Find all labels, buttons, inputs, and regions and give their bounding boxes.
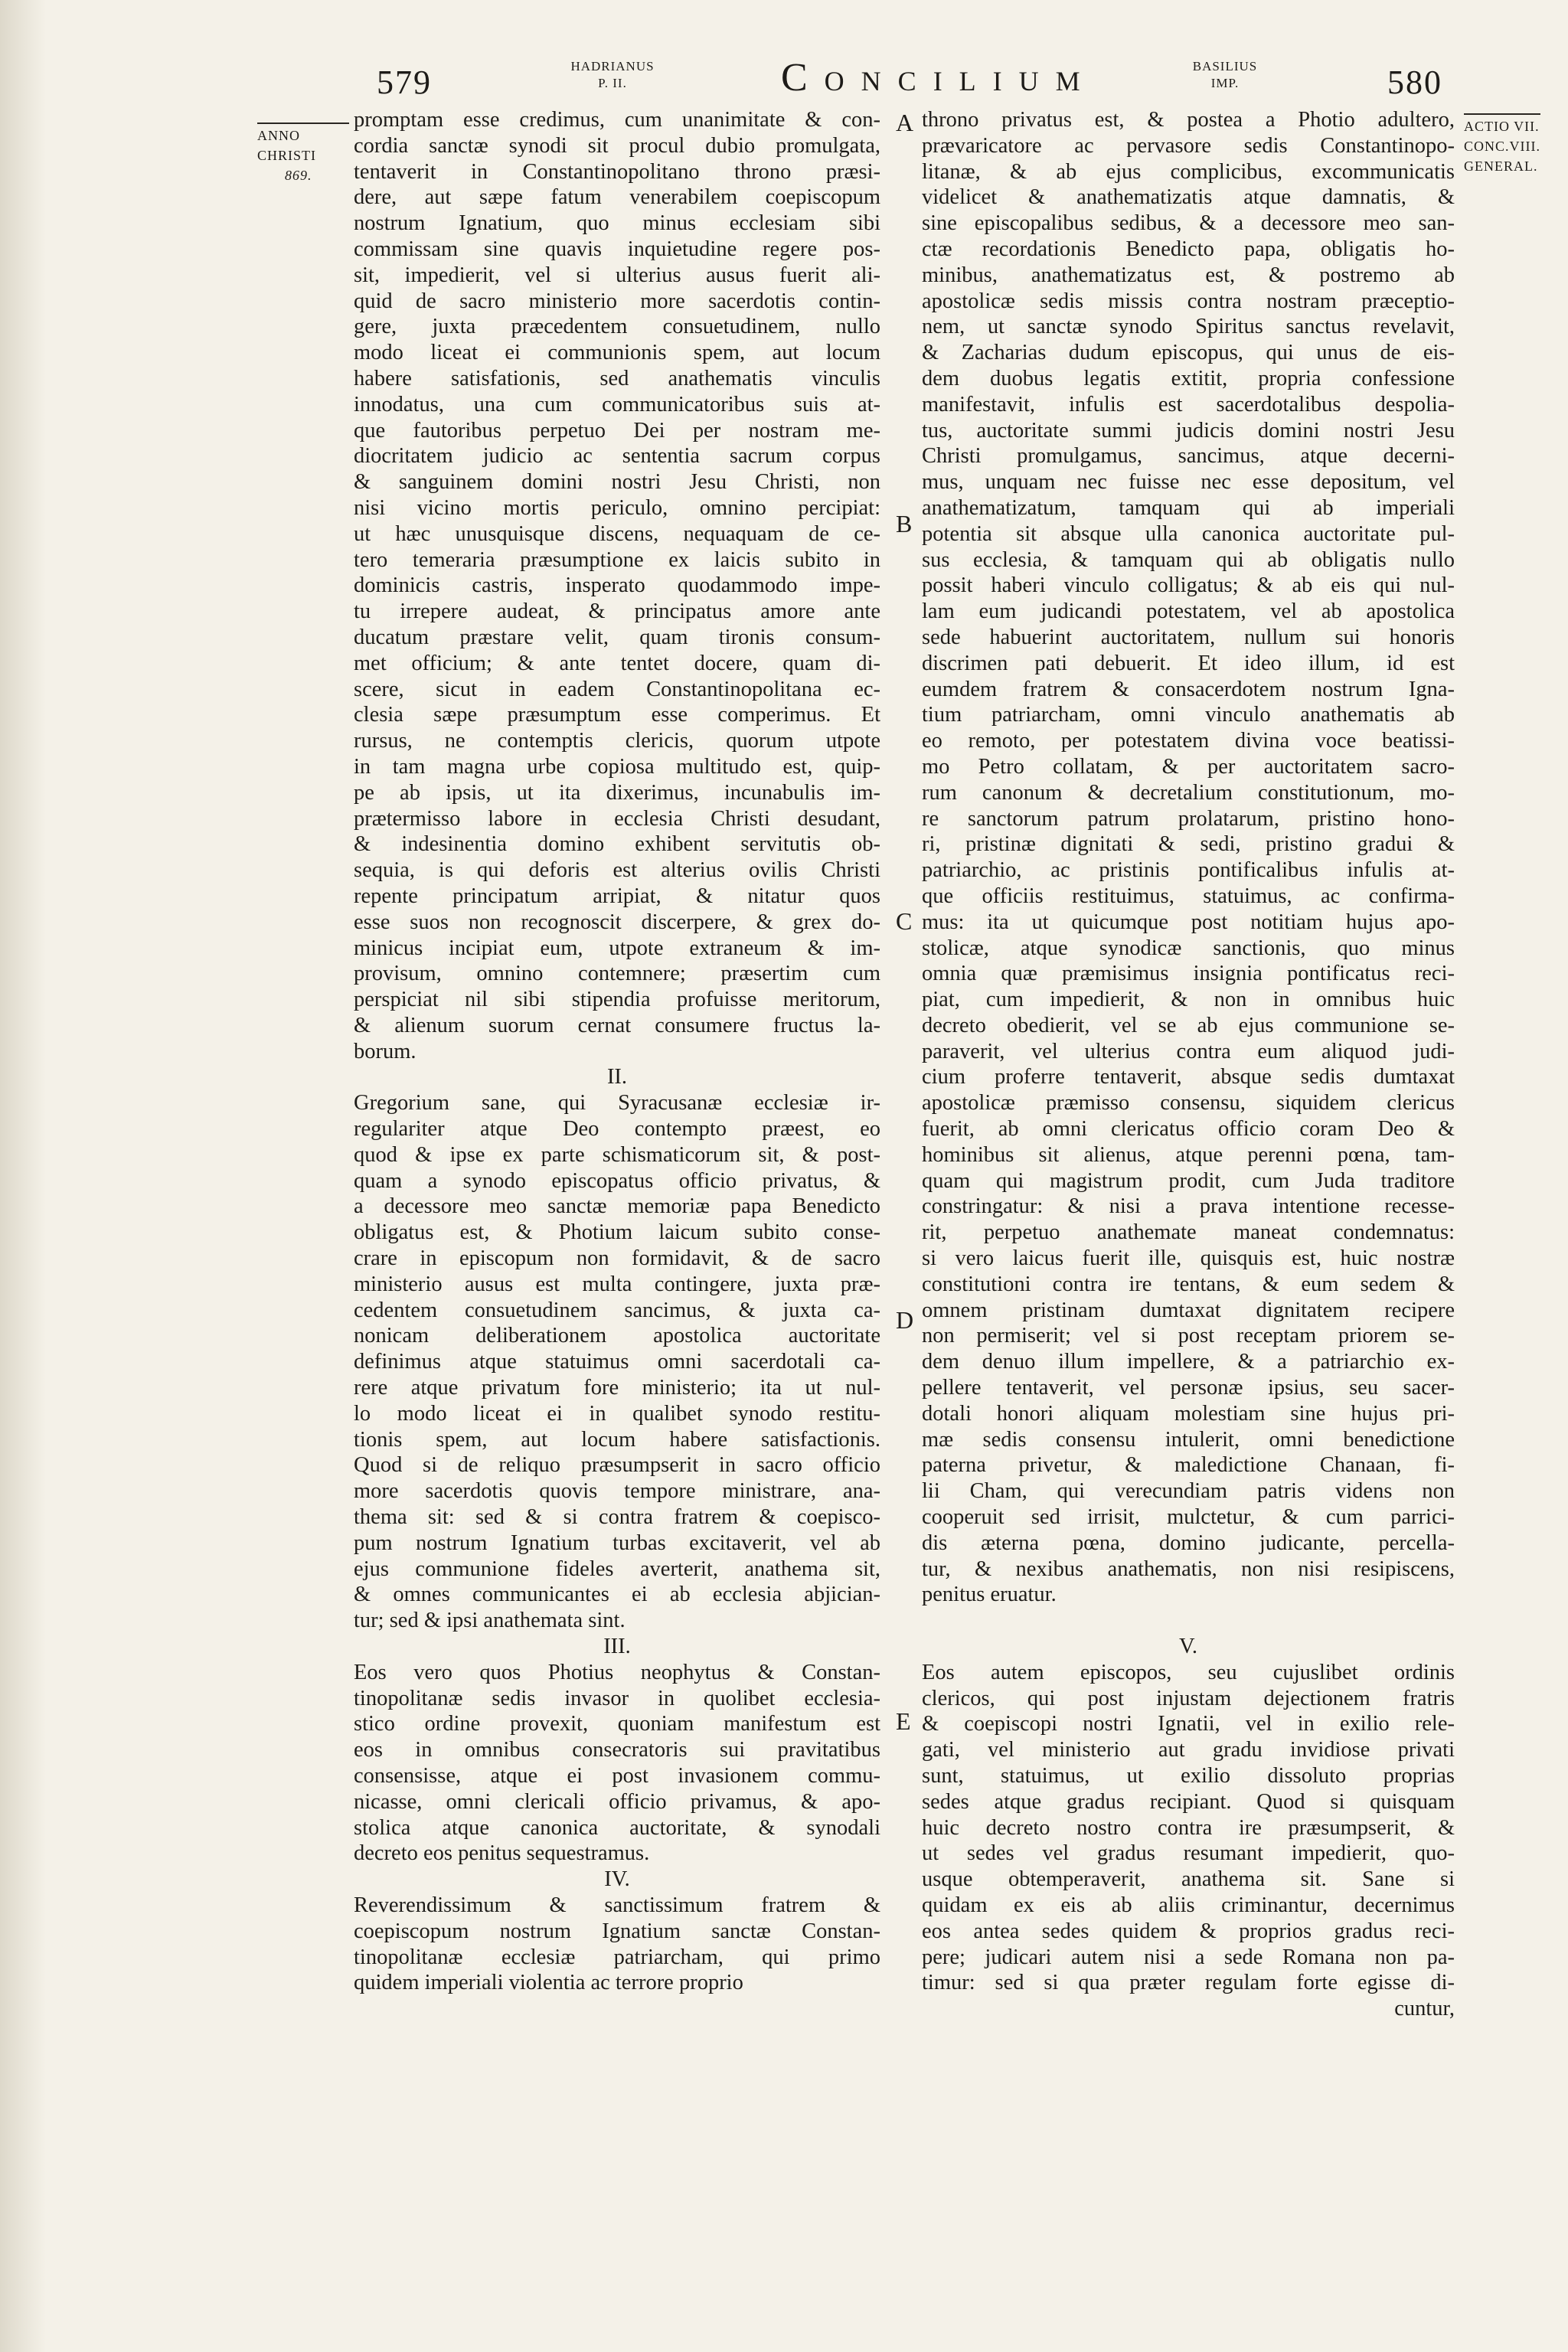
text-line: & Zacharias dudum episcopus, qui unus de eis- (922, 341, 1455, 365)
text-column-left (354, 107, 880, 1996)
margin-note-line: ANNO (257, 122, 349, 145)
text-line: non permiserit; vel si post receptam priorem se- (922, 1324, 1455, 1348)
text-line: apostolicæ sedis missis contra nostram præceptio- (922, 289, 1455, 313)
text-line: prætermisso labore in ecclesia Christi desudant, (354, 806, 880, 831)
text-line: possit haberi vinculo colligatus; & ab eis qui nul- (922, 573, 1455, 598)
text-line: gere, juxta præcedentem consuetudinem, nullo (354, 315, 880, 339)
text-line: coepiscopum nostrum Ignatium sanctæ Constan- (354, 1919, 880, 1943)
text-line: tentaverit in Constantinopolitano throno præsi- (354, 159, 880, 184)
text-line: sedes atque gradus recipiant. Quod si quisquam (922, 1789, 1455, 1814)
text-line: si vero laicus fuerit ille, quisquis est, huic nostræ (922, 1246, 1455, 1271)
text-line: paraverit, vel ulterius contra eum aliquod judi- (922, 1039, 1455, 1063)
text-line: sede habuerint auctoritatem, nullum sui honoris (922, 625, 1455, 649)
text-line: pere; judicari autem nisi a sede Romana non pa- (922, 1945, 1455, 1969)
text-line: dem duobus legatis extitit, propria confessione (922, 366, 1455, 390)
text-line: cium proferre tentaverit, absque sedis dumtaxat (922, 1065, 1455, 1089)
text-line: modo liceat ei communionis spem, aut locum (354, 341, 880, 365)
margin-note-line: 869. (285, 168, 312, 183)
text-line: cooperuit sed irrisit, mulctetur, & cum parrici- (922, 1505, 1455, 1530)
text-line: tus, auctoritate summi judicis domini nostri Jesu (922, 418, 1455, 443)
text-line: sine episcopalibus sedibus, & a decessore meo san- (922, 211, 1455, 236)
text-line: promptam esse credimus, cum unanimitate & con- (354, 108, 880, 132)
text-line: prævaricatore ac pervasore sedis Constantinopo- (922, 133, 1455, 158)
text-line: rit, perpetuo anathemate maneat condemnatus: (922, 1220, 1455, 1245)
text-line: throno privatus est, & postea a Photio adultero, (922, 108, 1455, 132)
text-line: ducatum præstare velit, quam tironis consum- (354, 625, 880, 649)
text-line: penitus eruatur. (922, 1583, 1057, 1607)
text-line: constringatur: & nisi a prava intentione recesse- (922, 1194, 1455, 1219)
text-line: nisi vicino mortis periculo, omnino percipiat: (354, 495, 880, 520)
text-line: repente principatum arripiat, & nitatur quos (354, 884, 880, 908)
text-line: gati, vel ministerio aut gradu invidiose privati (922, 1738, 1455, 1762)
text-line: borum. (354, 1039, 416, 1063)
text-line: minibus, anathematizatus est, & postremo ab (922, 263, 1455, 287)
text-line: que fautoribus perpetuo Dei per nostram me- (354, 418, 880, 443)
text-line: hominibus sit alienus, atque perenni pœna, tam- (922, 1142, 1455, 1167)
text-line: rum canonum & decretalium constitutionum, mo- (922, 780, 1455, 805)
text-line: nem, ut sanctæ synodo Spiritus sanctus revelavit, (922, 315, 1455, 339)
text-line: dem denuo illum impellere, & a patriarchio ex- (922, 1350, 1455, 1374)
text-line: Christi promulgamus, sancimus, atque decerni- (922, 444, 1455, 469)
text-line: nicasse, omni clericali officio privamus, & apo- (354, 1789, 880, 1814)
text-line: rursus, ne contemptis clericis, quorum utpote (354, 729, 880, 753)
text-line: patriarchio, ac pristinis pontificalibus infulis at- (922, 858, 1455, 883)
text-line: scere, sicut in eadem Constantinopolitana ec- (354, 677, 880, 701)
text-line: Quod si de reliquo præsumpserit in sacro officio (354, 1453, 880, 1478)
text-line: obligatus est, & Photium laicum subito conse- (354, 1220, 880, 1245)
text-line: definimus atque statuimus omni sacerdotali ca- (354, 1350, 880, 1374)
text-line: ut sedes vel gradus resumant impedierit, quo- (922, 1841, 1455, 1866)
text-line: Eos autem episcopos, seu cujuslibet ordinis (922, 1660, 1455, 1684)
text-line: nonicam deliberationem apostolica auctoritate (354, 1324, 880, 1348)
header-left-note-line: HADRIANUS (570, 59, 655, 74)
text-line: sus ecclesia, & tamquam qui ab obligatis nullo (922, 547, 1455, 572)
text-line: sequia, is qui deforis est alterius ovilis Christi (354, 858, 880, 883)
text-line: quidem imperiali violentia ac terrore proprio (354, 1971, 743, 1995)
text-line: tero temeraria præsumptione ex laicis subito in (354, 547, 880, 572)
text-line: dis æterna pœna, domino judicante, percella- (922, 1530, 1455, 1555)
text-line: diocritatem judicio ac sententia sacrum corpus (354, 444, 880, 469)
text-line: lii Cham, qui verecundiam patris videns non (922, 1479, 1455, 1504)
text-line: & alienum suorum cernat consumere fructus la- (354, 1013, 880, 1037)
page-number-right: 580 (1387, 64, 1442, 101)
section-letter: E (896, 1707, 911, 1735)
text-line: clesia sæpe præsumptum esse comperimus. Et (354, 703, 880, 727)
text-line: tinopolitanæ sedis invasor in quolibet ecclesia- (354, 1686, 880, 1710)
text-column-right (922, 107, 1455, 2022)
text-line: tu irrepere audeat, & principatus amore ante (354, 599, 880, 624)
text-line: decreto eos penitus sequestramus. (354, 1841, 650, 1866)
text-line: quod & ipse ex parte schismaticorum sit, & post- (354, 1142, 880, 1167)
text-line: more sacerdotis quovis tempore ministrare, ana- (354, 1479, 880, 1504)
margin-note-line: CHRISTI (257, 148, 317, 163)
text-line: Eos vero quos Photius neophytus & Constan- (354, 1660, 880, 1684)
text-line: rere atque privatum fore ministerio; ita ut nul- (354, 1376, 880, 1400)
text-line: & omnes communicantes ei ab ecclesia abjician- (354, 1583, 880, 1607)
text-line: dominicis castris, insperato quodammodo impe- (354, 573, 880, 598)
margin-note-line: GENERAL. (1464, 158, 1538, 174)
text-line: regulariter atque Deo contempto præest, eo (354, 1117, 880, 1142)
text-line: IV. (604, 1867, 630, 1892)
text-line: II. (606, 1065, 628, 1089)
text-line: potentia sit absque ulla canonica auctoritate pul- (922, 521, 1455, 546)
text-line: mus: ita ut quicumque post notitiam hujus apo- (922, 910, 1455, 934)
text-line: piat, cum impedierit, & non in omnibus huic (922, 988, 1455, 1012)
text-line: manifestavit, infulis est sacerdotalibus despolia- (922, 392, 1455, 416)
header-right-note-line: BASILIUS (1192, 59, 1258, 74)
text-line: omnem pristinam dumtaxat dignitatem recipere (922, 1298, 1455, 1322)
text-line: ejus communione fideles averterit, anathema sit, (354, 1557, 880, 1581)
text-line: decreto obedierit, vel se ab ejus communione se- (922, 1013, 1455, 1037)
margin-note-line: CONC.VIII. (1464, 139, 1540, 154)
text-line: cedentem consuetudinem sancimus, & juxta ca- (354, 1298, 880, 1322)
text-line: apostolicæ præmisso consensu, siquidem clericus (922, 1091, 1455, 1116)
text-line: met officium; & ante tentet docere, quam di- (354, 651, 880, 675)
text-line: timur: sed si qua præter regulam forte egisse di- (922, 1971, 1455, 1995)
text-line: pe ab ipsis, ut ita dixerimus, incunabulis im- (354, 780, 880, 805)
header-left-note-line: P. II. (598, 76, 627, 90)
text-line: mæ sedis consensu intulerit, omni benedictione (922, 1427, 1455, 1452)
margin-note-actio (1464, 113, 1540, 176)
text-line: fuerit, ab omni clericatus officio coram Deo & (922, 1117, 1455, 1142)
text-line: commissam sine quavis inquietudine regere pos- (354, 237, 880, 261)
text-line: que officiis restituimus, statuimus, ac confirma- (922, 884, 1455, 908)
text-line: huic decreto nostro contra ire præsumpserit, & (922, 1815, 1455, 1840)
text-line: stico ordine provexit, quoniam manifestum est (354, 1712, 880, 1736)
header-right-note-line: IMP. (1210, 76, 1240, 90)
text-line: ut hæc unusquisque discens, nequaquam de ce- (354, 521, 880, 546)
text-line: ministerio ausus est multa contingere, juxta præ- (354, 1272, 880, 1296)
text-line: III. (603, 1635, 631, 1659)
text-line: stolica atque canonica auctoritate, & synodali (354, 1815, 880, 1840)
text-line: a decessore meo sanctæ memoriæ papa Benedicto (354, 1194, 880, 1219)
text-line: re sanctorum patrum prolatarum, pristino hono- (922, 806, 1455, 831)
text-line: ri, pristinæ dignitati & sedi, pristino gradui & (922, 832, 1455, 857)
text-line: usque obtemperaverit, anathema sit. Sane si (922, 1867, 1455, 1892)
text-line: mus, unquam nec fuisse nec esse depositum, vel (922, 470, 1455, 495)
text-line: consensisse, atque ei post invasionem commu- (354, 1764, 880, 1788)
text-line: eos in omnibus consecratoris sui pravitatibus (354, 1738, 880, 1762)
text-line: tinopolitanæ ecclesiæ patriarcham, qui primo (354, 1945, 880, 1969)
section-letter: C (896, 907, 913, 935)
text-line: tium patriarcham, omni vinculo anathematis ab (922, 703, 1455, 727)
text-line: & coepiscopi nostri Ignatii, vel in exilio rele- (922, 1712, 1455, 1736)
text-line: dotali honori aliquam molestiam sine hujus pri- (922, 1401, 1455, 1426)
text-line: esse suos non recognoscit discerpere, & grex do- (354, 910, 880, 934)
text-line: nostrum Ignatium, quo minus ecclesiam sibi (354, 211, 880, 236)
text-line: pellere tentaverit, vel personæ ipsius, seu sacer- (922, 1376, 1455, 1400)
text-line: quam a synodo episcopatus officio privatus, & (354, 1168, 880, 1193)
text-line: stolicæ, atque synodicæ sanctionis, quo minus (922, 936, 1455, 960)
text-line: tur; sed & ipsi anathemata sint. (354, 1609, 626, 1633)
text-line: eo remoto, per potestatem divina voce beatissi- (922, 729, 1455, 753)
section-letter: A (896, 109, 914, 136)
text-line: minicus incipiat eum, utpote extraneum & im- (354, 936, 880, 960)
header-right-note (1148, 58, 1302, 92)
text-line: lo modo liceat ei in qualibet synodo restitu- (354, 1401, 880, 1426)
text-line: dere, aut sæpe fatum venerabilem coepiscopum (354, 185, 880, 210)
text-line: cordia sanctæ synodi sit procul dubio promulgata, (354, 133, 880, 158)
text-line: tur, & nexibus anathematis, non nisi resipiscens, (922, 1557, 1455, 1581)
running-title: Concilium (781, 56, 1097, 100)
text-line: cuntur, (1394, 1997, 1455, 2021)
section-letter: B (896, 510, 913, 537)
text-line: provisum, omnino contemnere; præsertim cum (354, 962, 880, 986)
text-line: omnia quæ præmisimus insignia pontificatus reci- (922, 962, 1455, 986)
text-line: in tam magna urbe copiosa multitudo est, quip- (354, 754, 880, 779)
text-line: lam eum judicandi potestatem, vel ab apostolica (922, 599, 1455, 624)
text-line: ctæ recordationis Benedicto papa, obligatis ho- (922, 237, 1455, 261)
text-line: V. (1178, 1635, 1198, 1659)
text-line: perspiciat nil sibi stipendia profuisse meritorum, (354, 988, 880, 1012)
page-number-left: 579 (377, 64, 432, 101)
text-line: pum nostrum Ignatium turbas excitaverit, vel ab (354, 1530, 880, 1555)
text-line: quam qui magistrum prodit, cum Juda traditore (922, 1168, 1455, 1193)
header-left-note (536, 58, 689, 92)
text-line: videlicet & anathematizatis atque damnatis, & (922, 185, 1455, 210)
text-line: quid de sacro ministerio more sacerdotis contin- (354, 289, 880, 313)
text-line: mo Petro collatam, & per auctoritatem sacro- (922, 754, 1455, 779)
text-line: & sanguinem domini nostri Jesu Christi, non (354, 470, 880, 495)
text-line: anathematizatum, tamquam qui ab imperiali (922, 495, 1455, 520)
text-line: Gregorium sane, qui Syracusanæ ecclesiæ ir- (354, 1091, 880, 1116)
text-line: tionis spem, aut locum habere satisfactionis. (354, 1427, 880, 1452)
text-line: eumdem fratrem & consacerdotem nostrum Igna- (922, 677, 1455, 701)
section-letter: D (896, 1306, 914, 1334)
text-line: constitutioni contra ire tentans, & eum sedem & (922, 1272, 1455, 1296)
text-line: crare in episcopum non formidavit, & de sacro (354, 1246, 880, 1271)
text-line: Reverendissimum & sanctissimum fratrem & (354, 1893, 880, 1917)
text-line: litanæ, & ab ejus complicibus, excommunicatis (922, 159, 1455, 184)
text-line: habere satisfationis, sed anathematis vinculis (354, 366, 880, 390)
text-line: discrimen pati debuerit. Et ideo illum, id est (922, 651, 1455, 675)
margin-note-year (257, 122, 349, 185)
text-line: & indesinentia domino exhibent servitutis ob- (354, 832, 880, 857)
margin-note-line: ACTIO VII. (1464, 113, 1540, 136)
text-line: thema sit: sed & si contra fratrem & coepisco- (354, 1505, 880, 1530)
text-line: eos antea sedes quidem & proprios gradus reci- (922, 1919, 1455, 1943)
text-line (922, 1608, 1455, 1634)
text-line: sunt, statuimus, ut exilio dissoluto proprias (922, 1764, 1455, 1788)
text-line: paterna privetur, & maledictione Chanaan, fi- (922, 1453, 1455, 1478)
text-line: clericos, qui post injustam dejectionem fratris (922, 1686, 1455, 1710)
text-line: quidam ex eis ab aliis criminantur, decernimus (922, 1893, 1455, 1917)
text-line: innodatus, una cum communicatoribus suis at- (354, 392, 880, 416)
text-line: sit, impedierit, vel si ulterius ausus fuerit ali- (354, 263, 880, 287)
